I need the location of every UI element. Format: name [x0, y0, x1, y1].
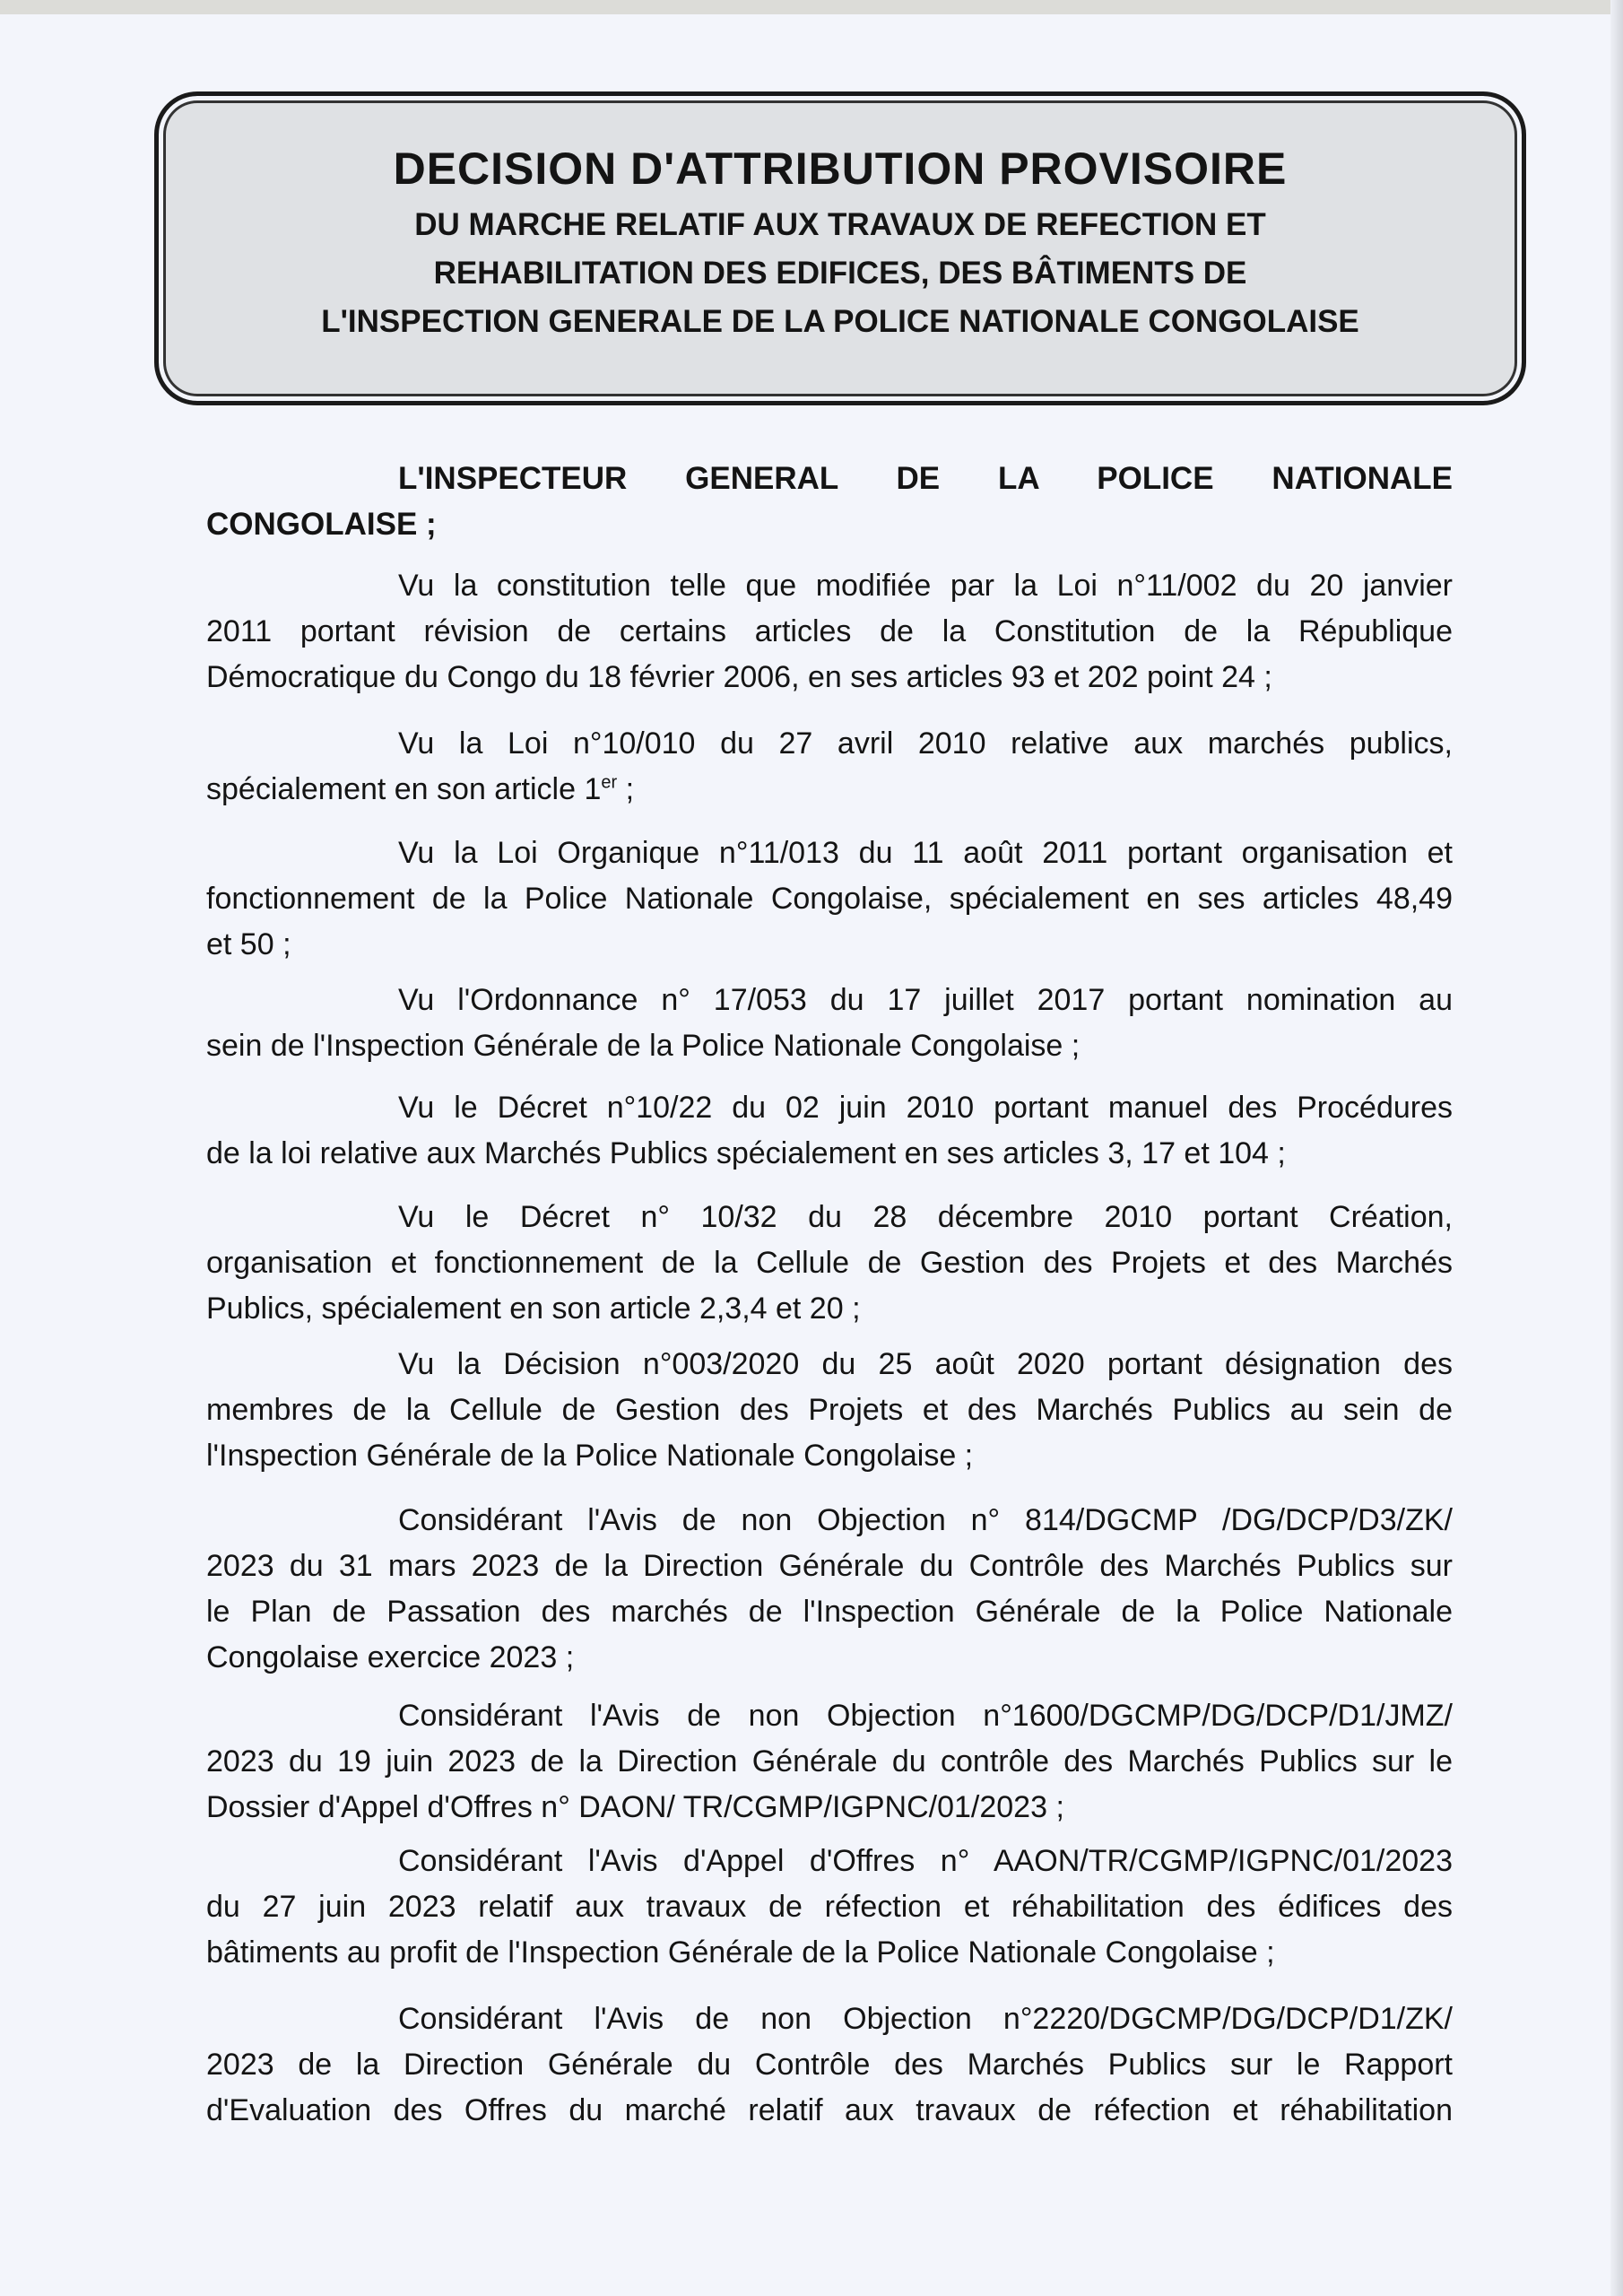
line-text: de la loi relative aux Marchés Publics spécialement en ses articles 3, 17 et 104 ; [206, 1136, 1286, 1170]
text-line [206, 1131, 1453, 1177]
paragraph [206, 1195, 1453, 1332]
document-subtitle-line: L'INSPECTION GENERALE DE LA POLICE NATIONALE CONGOLAISE [321, 304, 1359, 339]
paragraph [206, 1693, 1453, 1831]
text-line [398, 1195, 1453, 1240]
text-line [398, 1996, 1453, 2042]
text-line [206, 1930, 1453, 1976]
text-line [206, 1544, 1453, 1589]
line-text: Congolaise exercice 2023 ; [206, 1640, 575, 1674]
line-text: Vu la Loi n°10/010 du 27 avril 2010 relative aux marchés publics, [398, 726, 1453, 761]
text-line [206, 1739, 1453, 1785]
text-line [206, 1023, 1453, 1069]
line-text: et 50 ; [206, 927, 291, 961]
line-text: Vu la Loi Organique n°11/013 du 11 août 2011 portant organisation et [398, 836, 1453, 870]
text-line [398, 563, 1453, 609]
line-text: Vu la constitution telle que modifiée par la Loi n°11/002 du 20 janvier [398, 569, 1453, 603]
text-line [398, 1342, 1453, 1387]
line-text: membres de la Cellule de Gestion des Projets et des Marchés Publics au sein de [206, 1393, 1453, 1427]
document-subtitle-line: REHABILITATION DES EDIFICES, DES BÂTIMENTS DE [433, 256, 1247, 291]
line-text: sein de l'Inspection Générale de la Police Nationale Congolaise ; [206, 1029, 1081, 1063]
line-text: Considérant l'Avis d'Appel d'Offres n° AAON/TR/CGMP/IGPNC/01/2023 [398, 1844, 1453, 1878]
line-text: fonctionnement de la Police Nationale Congolaise, spécialement en ses articles 48,49 [206, 882, 1453, 916]
text-line [206, 1433, 1453, 1479]
line-text: Vu l'Ordonnance n° 17/053 du 17 juillet 2017 portant nomination au [398, 983, 1453, 1017]
text-line [398, 1839, 1453, 1884]
text-line [206, 609, 1453, 655]
line-text: 2011 portant révision de certains articles de la Constitution de la République [206, 614, 1453, 648]
paragraph [206, 1996, 1453, 2134]
document-subtitle-line: DU MARCHE RELATIF AUX TRAVAUX DE REFECTION ET [414, 207, 1266, 242]
paragraph [206, 563, 1453, 700]
paragraph [206, 1839, 1453, 1976]
line-text: le Plan de Passation des marchés de l'Inspection Générale de la Police Nationale [206, 1595, 1453, 1629]
line-text: 2023 de la Direction Générale du Contrôle des Marchés Publics sur le Rapport [206, 2048, 1453, 2082]
line-text: Vu le Décret n° 10/32 du 28 décembre 2010 portant Création, [398, 1200, 1453, 1234]
line-text: du 27 juin 2023 relatif aux travaux de réfection et réhabilitation des édifices des [206, 1890, 1453, 1924]
paragraph [206, 831, 1453, 968]
line-text: Considérant l'Avis de non Objection n°2220/DGCMP/DG/DCP/D1/ZK/ [398, 2002, 1453, 2036]
title-box [154, 91, 1526, 405]
text-line [206, 1635, 1453, 1681]
text-line [206, 655, 1453, 700]
text-line [206, 501, 1453, 547]
document-title: DECISION D'ATTRIBUTION PROVISOIRE [393, 144, 1288, 194]
paragraph [206, 721, 1453, 813]
line-text: spécialement en son article 1 [206, 772, 602, 806]
text-line [206, 2088, 1453, 2134]
line-text: Publics, spécialement en son article 2,3,4 et 20 ; [206, 1292, 861, 1326]
text-line [398, 1085, 1453, 1131]
text-line [206, 2042, 1453, 2088]
line-text: bâtiments au profit de l'Inspection Générale de la Police Nationale Congolaise ; [206, 1935, 1275, 1970]
text-line [206, 1884, 1453, 1930]
text-line [206, 767, 1453, 813]
line-text: l'Inspection Générale de la Police Nationale Congolaise ; [206, 1439, 974, 1473]
paragraph [206, 1342, 1453, 1479]
line-text: Considérant l'Avis de non Objection n° 814/DGCMP /DG/DCP/D3/ZK/ [398, 1503, 1453, 1537]
text-line [206, 1286, 1453, 1332]
superscript: er [601, 772, 618, 793]
text-line [206, 1387, 1453, 1433]
text-line [398, 831, 1453, 876]
line-text: Vu la Décision n°003/2020 du 25 août 2020 portant désignation des [398, 1347, 1453, 1381]
line-text: 2023 du 19 juin 2023 de la Direction Générale du contrôle des Marchés Publics sur le [206, 1744, 1453, 1779]
addressee-heading [206, 456, 1453, 547]
line-text: organisation et fonctionnement de la Cellule de Gestion des Projets et des Marchés [206, 1246, 1453, 1280]
paragraph [206, 1498, 1453, 1681]
text-line [206, 876, 1453, 922]
text-line [398, 1498, 1453, 1544]
text-line [398, 978, 1453, 1023]
text-line [398, 1693, 1453, 1739]
text-line [398, 721, 1453, 767]
text-line [206, 922, 1453, 968]
line-text: Dossier d'Appel d'Offres n° DAON/ TR/CGMP/IGPNC/01/2023 ; [206, 1790, 1064, 1824]
scan-top-edge [0, 0, 1623, 14]
line-text: 2023 du 31 mars 2023 de la Direction Générale du Contrôle des Marchés Publics sur [206, 1549, 1453, 1583]
paragraph [206, 978, 1453, 1069]
line-text: Vu le Décret n°10/22 du 02 juin 2010 portant manuel des Procédures [398, 1091, 1453, 1125]
line-text: Considérant l'Avis de non Objection n°1600/DGCMP/DG/DCP/D1/JMZ/ [398, 1699, 1453, 1733]
scan-right-edge [1610, 0, 1623, 2296]
text-line [206, 1589, 1453, 1635]
line-tail: ; [617, 772, 635, 806]
text-line [398, 456, 1453, 501]
paragraph [206, 1085, 1453, 1177]
line-text: CONGOLAISE ; [206, 507, 437, 542]
line-text: L'INSPECTEUR GENERAL DE LA POLICE NATIONALE [398, 461, 1453, 496]
text-line [206, 1240, 1453, 1286]
line-text: Démocratique du Congo du 18 février 2006, en ses articles 93 et 202 point 24 ; [206, 660, 1272, 694]
text-line [206, 1785, 1453, 1831]
line-text: d'Evaluation des Offres du marché relatif aux travaux de réfection et réhabilitation [206, 2093, 1453, 2127]
